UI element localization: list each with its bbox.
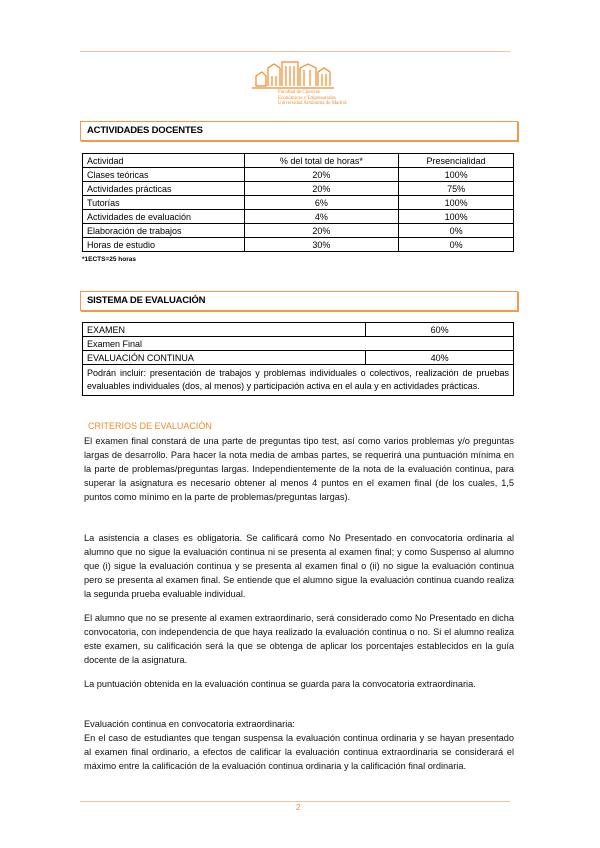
column-header: Actividad [83, 154, 245, 168]
table-row [83, 351, 514, 365]
table-cell: 0% [399, 238, 514, 252]
criterios-paragraph-5: En el caso de estudiantes que tengan suspensa la evaluación continua ordinaria y se hayan presentado al examen final ordinario, a efectos de calificar la evaluación continua extraordinaria se considerará el máximo entre la calificación de la evaluación continua ordinaria y la calificación final ordinaria. [84, 733, 514, 772]
examen-label: EXAMEN [83, 323, 366, 337]
logo-line-3: Universidad Autónoma de Madrid [278, 101, 347, 107]
activities-table [82, 153, 514, 252]
table-row [83, 365, 514, 396]
criterios-paragraph-3: El alumno que no se presente al examen extraordinario, será considerado como No Presentado en dicha convocatoria, con independencia de que haya realizado la evaluación continua o no. Si el alumno realiza este examen, su calificación será la que se obtenga de aplicar los porcentajes establecidos en la guía docente de la asignatura. [84, 613, 514, 666]
table-cell: Elaboración de trabajos [83, 224, 245, 238]
table-row [83, 337, 514, 351]
table-cell: Clases teóricas [83, 168, 245, 182]
table-cell: Actividades de evaluación [83, 210, 245, 224]
criterios-paragraph-4: La puntuación obtenida en la evaluación continua se guarda para la convocatoria extraordinaria. [84, 679, 476, 689]
table-cell: 0% [399, 224, 514, 238]
ects-footnote: *1ECTS=25 horas [82, 256, 137, 263]
table-row [83, 182, 514, 196]
criterios-title: CRITERIOS DE EVALUACIÓN [88, 421, 212, 431]
section-title: ACTIVIDADES DOCENTES [87, 125, 203, 136]
table-cell: 20% [244, 224, 399, 238]
table-cell: Tutorías [83, 196, 245, 210]
criterios-paragraph-1: El examen final constará de una parte de preguntas tipo test, así como varios problemas y/o preguntas largas de desarrollo. Para hacer la nota media de ambas partes, se requerirá una puntuación mínima en la parte de problemas/preguntas largas. Independientemente de la nota de la evaluación continua, para superar la asignatura es necesario obtener al menos 4 puntos en el examen final (de los cuales, 1,5 puntos como mínimo en la parte de problemas/preguntas largas). [84, 436, 514, 503]
examen-value: 60% [366, 323, 514, 337]
table-cell: 100% [399, 168, 514, 182]
table-cell: 20% [244, 168, 399, 182]
page-number: 2 [296, 803, 301, 812]
table-cell: Actividades prácticas [83, 182, 245, 196]
section-actividades [80, 121, 518, 141]
table-cell: Horas de estudio [83, 238, 245, 252]
table-row [83, 196, 514, 210]
continua-description: Podrán incluir: presentación de trabajos y problemas individuales o colectivos, realización de pruebas evaluables individuales (dos, al menos) y participación activa en el aula y en actividades prácticas. [83, 365, 514, 396]
table-header-row [83, 154, 514, 168]
table-row [83, 323, 514, 337]
criterios-paragraph-2: La asistencia a clases es obligatoria. Se calificará como No Presentado en convocatoria ordinaria al alumno que no sigue la evaluación continua ni se presenta al examen final; y como Suspenso al alumno que (i) sigue la evaluación continua y se presenta al examen final o (ii) no sigue la evaluación continua pero se presenta al examen final. Se entiende que el alumno sigue la evaluación continua cuando realiza la segunda prueba evaluable individual. [84, 533, 514, 600]
table-cell: 100% [399, 210, 514, 224]
header-rule [80, 51, 510, 52]
table-row [83, 168, 514, 182]
table-row [83, 238, 514, 252]
table-row [83, 224, 514, 238]
section-evaluacion [80, 291, 518, 311]
section-title: SISTEMA DE EVALUACIÓN [87, 295, 206, 306]
continua-value: 40% [366, 351, 514, 365]
logo-line-2: Económicas y Empresariales [278, 95, 336, 101]
footer-rule [80, 801, 510, 802]
table-cell: 100% [399, 196, 514, 210]
table-row [83, 210, 514, 224]
extraordinaria-title: Evaluación continua en convocatoria extraordinaria: [84, 719, 295, 729]
table-cell: 30% [244, 238, 399, 252]
table-cell: 20% [244, 182, 399, 196]
evaluation-table [82, 322, 514, 396]
logo-text [278, 90, 358, 107]
table-cell: 75% [399, 182, 514, 196]
examen-final: Examen Final [83, 337, 514, 351]
table-cell: 6% [244, 196, 399, 210]
table-cell: 4% [244, 210, 399, 224]
logo-line-1: Facultad de Ciencias [278, 90, 320, 95]
continua-label: EVALUACIÓN CONTINUA [83, 351, 366, 365]
column-header: % del total de horas* [244, 154, 399, 168]
column-header: Presencialidad [399, 154, 514, 168]
